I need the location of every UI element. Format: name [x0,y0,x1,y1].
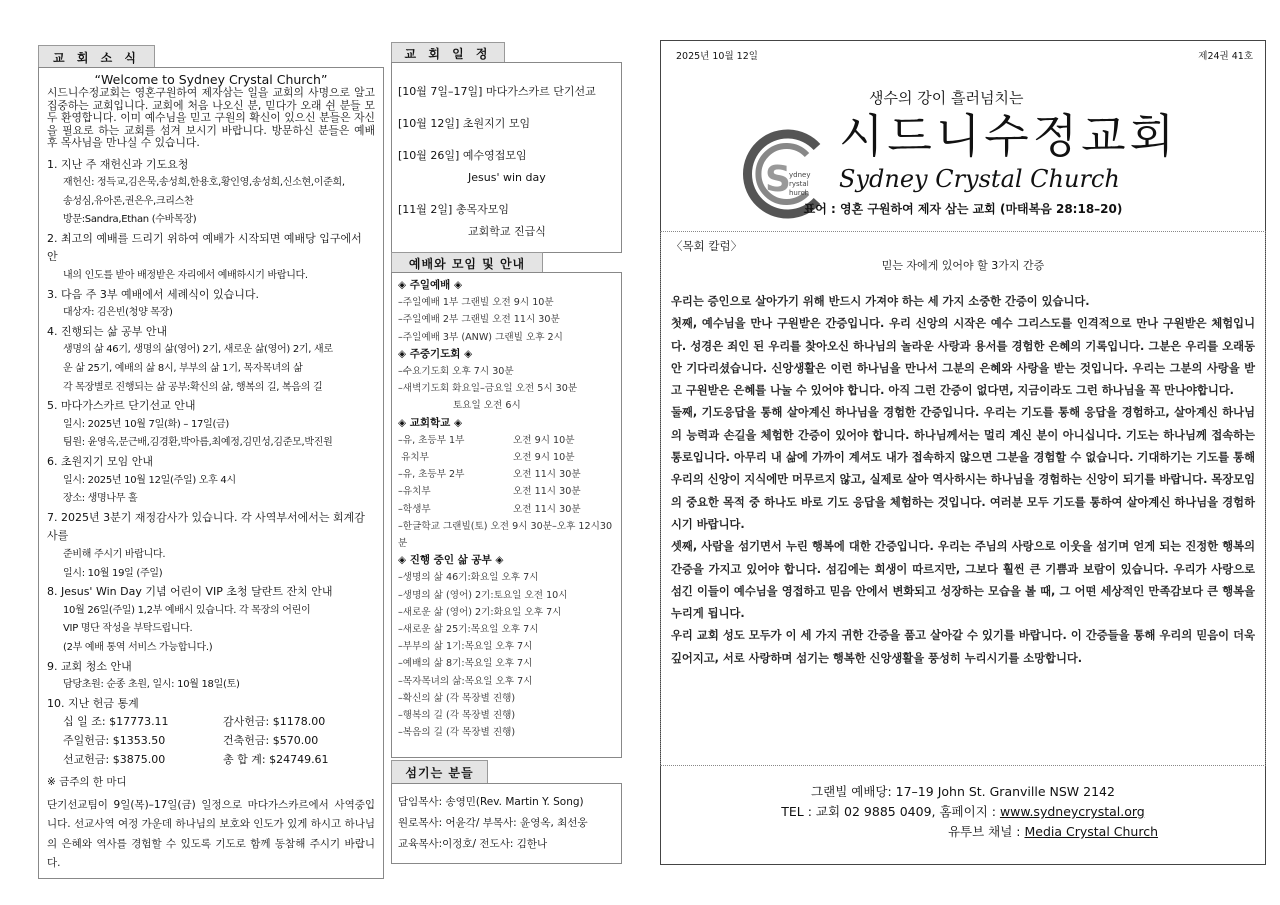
service-row [398,707,615,724]
service-name: –확신의 삶 (각 목장별 진행) [398,692,516,704]
service-time: 오전 11시 30분 [513,469,581,481]
service-name: –주일예배 1부 그랜빌 오전 9시 10분 [398,297,554,309]
news-item-line: 팀원: 윤영옥,문근배,김경환,박아름,최예정,김민성,김준모,박진원 [63,437,333,449]
service-row [398,363,615,380]
service-name: –주일예배 2부 그랜빌 오전 11시 30분 [398,314,560,326]
service-row [398,483,615,500]
column-paragraph: 첫째, 예수님을 만나 구원받은 간증입니다. 우리 신앙의 시작은 예수 그리스도를 인격적으로 만나 구원받은 체험입니다. 성경은 죄인 된 우리를 찾아오신 하나님의 놀라운 사랑과 용서를 경험한 은혜의 기록입니다. 그분은 우리를 오래동안 기다리셨습니다. 신앙생활은 이런 하나님을 만나서 그분의 은혜와 사랑을 받는 것입니다. 우리는 그분의 사랑을 받고 구원받은 은혜를 나눌 수 있어야 합니다. 아직 그런 간증이 없다면, 지금이라도 그런 하나님을 꼭 만나야합니다. [671,317,1255,398]
event-title: [10월 26일] 예수영접모임 [398,149,527,162]
service-name: –주일예배 3부 (ANW) 그랜빌 오후 2시 [398,331,563,343]
service-name: –목자목녀의 삶:목요일 오후 7시 [398,675,533,687]
service-row [398,673,615,690]
website-link[interactable]: www.sydneycrystal.org [999,804,1145,819]
svg-text:S: S [765,159,791,200]
service-name: –복음의 길 (각 목장별 진행) [398,727,516,739]
news-item-title: 1. 지난 주 재헌신과 기도요청 [47,157,189,171]
news-item-title: 3. 다음 주 3부 예배에서 세례식이 있습니다. [47,287,259,301]
svg-text:rystal: rystal [789,180,809,188]
offering-value: 십 일 조: $17773.11 [63,715,169,729]
news-item-line: 준비해 주시기 바랍니다. [63,548,166,560]
service-name: –유, 초등부 2부 [398,469,465,481]
staff-tab: 섬기는 분들 [391,760,488,784]
news-item-line: VIP 명단 작성을 부탁드립니다. [63,623,193,635]
offering-value: 주일헌금: $1353.50 [63,733,166,747]
services-panel [391,272,622,758]
slogan: 생수의 강이 흘러넘치는 [869,89,1024,107]
service-row [398,724,615,741]
service-row [398,569,615,586]
column-body [671,291,1255,670]
service-name: –생명의 삶 (영어) 2기:토요일 오전 10시 [398,589,568,601]
event-title: [10월 7일–17일] 마다가스카르 단기선교 [398,85,596,98]
service-name: 토요일 오전 6시 [398,400,521,412]
service-name: –유치부 [398,486,431,498]
service-row [398,655,615,672]
service-row [398,587,615,604]
address: 그랜빌 예배당: 17–19 John St. Granville NSW 2142 [811,784,1115,799]
column-label: 〈목회 칼럼〉 [671,239,743,253]
staff-panel [391,783,622,864]
church-schedule-panel [391,62,622,253]
service-name: –행복의 길 (각 목장별 진행) [398,710,516,722]
offering-value: 총 합 계: $24749.61 [223,752,329,766]
news-tab: 교 회 소 식 [38,45,155,68]
service-row [398,294,615,311]
bulletin-cover [660,40,1266,865]
section-heading: ◈ 진행 중인 삶 공부 ◈ [398,554,504,567]
service-row [398,604,615,621]
service-time: 오전 9시 10분 [513,452,575,464]
service-name: –유, 초등부 1부 [398,434,465,446]
news-item-line: 각 목장별로 진행되는 삶 공부:확신의 삶, 행복의 길, 복음의 길 [63,381,323,393]
service-row [398,501,615,518]
service-row [398,638,615,655]
news-item-line: (2부 예배 통역 서비스 가능합니다.) [63,641,213,653]
service-row [398,380,615,397]
services-tab: 예배와 모임 및 안내 [391,252,543,273]
schedule-tab: 교 회 일 정 [391,42,505,63]
service-name: –부부의 삶 1기:목요일 오후 7시 [398,641,533,653]
news-item-title: 7. 2025년 3분기 재정감사가 있습니다. 각 사역부서에서는 회계감사를 [47,510,365,543]
column-paragraph: 우리 교회 성도 모두가 이 세 가지 귀한 간증을 품고 살아갈 수 있기를 바랍니다. 이 간증들을 통해 우리의 믿음이 더욱 깊어지고, 서로 사랑하며 섬기는 행복한 신앙생활을 풍성히 누리시기를 소망합니다. [671,629,1255,665]
service-row [398,518,615,552]
church-name-korean: 시드니수정교회 [839,109,1179,163]
service-name: –새로운 삶 (영어) 2기:화요일 오후 7시 [398,606,562,618]
event-title: [11월 2일] 총목자모임 [398,203,509,216]
service-row [398,329,615,346]
welcome-title: “Welcome to Sydney Crystal Church” [94,72,328,87]
news-item-line: 재헌신: 정득교,김은묵,송성희,한용호,황인영,송성희,신소현,이준희, [63,177,345,189]
service-row [398,466,615,483]
schedule-event [398,113,615,135]
schedule-event [398,145,615,189]
news-item-line: 방문:Sandra,Ethan (수바목장) [63,214,197,226]
schedule-event [398,199,615,243]
service-time: 오전 11시 30분 [513,486,581,498]
news-item-title: 2. 최고의 예배를 드리기 위하여 예배가 시작되면 예배당 입구에서 안 [47,231,362,264]
tel: TEL : 교회 02 9885 0409, 홈페이지 : [781,804,1000,819]
offering-stats [47,713,375,769]
motto: 표어 : 영혼 구원하여 제자 삼는 교회 (마태복음 28:18–20) [803,202,1123,216]
news-item-line: 운 삶 25기, 예배의 삶 8시, 부부의 삶 1기, 목자목녀의 삶 [63,363,303,375]
service-row [398,690,615,707]
service-name: –수요기도회 오후 7시 30분 [398,366,514,378]
news-item-line: 내의 인도를 받아 배정받은 자리에서 예배하시기 바랍니다. [63,270,308,282]
contact-footer [661,766,1265,856]
svg-text:hurch: hurch [789,189,809,197]
service-name: –학생부 [398,503,431,515]
service-name: –생명의 삶 46기:화요일 오후 7시 [398,572,539,584]
offering-value: 건축헌금: $570.00 [223,733,319,747]
service-time: 오전 11시 30분 [513,503,581,515]
service-row [398,449,615,466]
news-item-line: 일시: 10월 19일 (주일) [63,567,163,579]
church-name-english: Sydney Crystal Church [839,165,1120,193]
news-item-line: 장소: 생명나무 홀 [63,493,138,505]
pastor-column [660,231,1266,766]
column-paragraph: 셋째, 사람을 섬기면서 누린 행복에 대한 간증입니다. 우리는 주님의 사랑으로 이웃을 섬기며 얻게 되는 진정한 행복의 간증을 가지고 있어야 합니다. 섬김에는 희생이 따르지만, 그보다 훨씬 큰 기쁨과 보람이 있습니다. 우리가 사랑으로 섬긴 이들이 예수님을 영접하고 믿음 안에서 변화되고 성장하는 모습을 볼 때, 그 어떤 세상적인 만족감보다 큰 행복을 누리게 됩니다. [671,540,1255,621]
offering-value: 선교헌금: $3875.00 [63,752,166,766]
church-news-panel [38,67,384,879]
bulletin-header [661,41,1265,231]
service-name: –한글학교 그랜빌(토) 오전 9시 30분–오후 12시30분 [398,520,613,550]
staff-line: 원로목사: 어윤각/ 부목사: 윤영옥, 최선웅 [398,817,588,829]
service-name: 유치부 [398,452,429,464]
offering-value: 감사헌금: $1178.00 [223,715,326,729]
event-detail: 교회학교 진급식 [468,225,546,238]
service-time: 오전 9시 10분 [513,434,575,446]
svg-text:ydney: ydney [789,171,811,179]
service-row [398,432,615,449]
note-text: 단기선교팀이 9일(목)–17일(금) 일정으로 마다가스카르에서 사역중입니다. 선교사역 여정 가운데 하나님의 보호와 인도가 있게 하시고 하나님의 은혜와 역사를 경험할 수 있도록 기도로 함께 동참해 주시기 바랍니다. [47,798,375,870]
youtube-label: 유투브 채널 : [947,824,1025,839]
event-title: [10월 12일] 초원지기 모임 [398,117,531,130]
column-paragraph: 둘째, 기도응답을 통해 살아계신 하나님을 경험한 간증입니다. 우리는 기도를 통해 응답을 경험하고, 살아계신 하나님의 능력과 손길을 체험한 간증이 있어야 합니다. 하나님께서는 멀리 계신 분이 아니십니다. 기도는 하나님께 접속하는 통로입니다. 아무리 내 삶에 가까이 계셔도 내가 접속하지 않으면 그분을 경험할 수 없습니다. 기대하기는 기도를 통해 우리의 신앙이 지식에만 머무르지 않고, 실제로 살아 역사하시는 하나님을 경험하는 신앙이 되기를 바랍니다. 목장모임의 중요한 목적 중 하나도 바로 기도 응답을 체험하는 것입니다. 여러분 모두 기도를 통하여 살아계신 하나님을 경험하시기 바랍니다. [671,406,1255,531]
news-item-title: 10. 지난 헌금 통계 [47,696,139,710]
news-item-line: 담당초원: 순종 초원, 일시: 10월 18일(토) [63,679,240,691]
news-item-line: 생명의 삶 46기, 생명의 삶(영어) 2기, 새로운 삶(영어) 2기, 새로 [63,344,333,356]
service-name: –새로운 삶 25기:목요일 오후 7시 [398,624,539,636]
news-item-line: 대상자: 김은빈(청양 목장) [63,307,173,319]
event-detail: Jesus' win day [468,171,546,184]
news-item-title: 5. 마다가스카르 단기선교 안내 [47,399,196,413]
service-row [398,397,615,414]
news-item-line: 일시: 2025년 10월 7일(화) – 17일(금) [63,418,230,430]
news-item-title: 8. Jesus' Win Day 기념 어린이 VIP 초청 달란트 잔치 안내 [47,585,333,599]
bulletin-date: 2025년 10월 12일 [676,51,758,62]
service-row [398,621,615,638]
news-item-title: 9. 교회 청소 안내 [47,659,132,673]
section-heading: ◈ 교회학교 ◈ [398,416,463,429]
service-name: –예배의 삶 8기:목요일 오후 7시 [398,658,533,670]
news-item-line: 일시: 2025년 10월 12일(주일) 오후 4시 [63,474,236,486]
news-item-line: 송성심,유아론,권은우,크리스찬 [63,195,194,207]
staff-line: 담임목사: 송영민(Rev. Martin Y. Song) [398,796,584,808]
news-item-title: 6. 초원지기 모임 안내 [47,455,153,468]
service-row [398,311,615,328]
note-title: ※ 금주의 한 마디 [47,776,127,789]
news-item-line: 10월 26일(주일) 1,2부 예배시 있습니다. 각 목장의 어린이 [63,604,311,616]
news-item-title: 4. 진행되는 삶 공부 안내 [47,324,168,338]
intro-text: 시드니수정교회는 영혼구원하여 제자삼는 일을 교회의 사명으로 알고 집중하는 교회입니다. 교회에 처음 나오신 분, 믿다가 오래 쉰 분들 모두 환영합니다. 이미 예수님을 믿고 구원의 확신이 있으신 분들은 자신을 필요로 하는 교회를 섬겨 보시기 바랍니다. 방문하신 분들은 예배 후 목사님을 만나실 수 있습니다. [47,86,375,149]
column-paragraph: 우리는 증인으로 살아가기 위해 반드시 가져야 하는 세 가지 소중한 간증이 있습니다. [671,295,1090,308]
schedule-event [398,81,615,103]
youtube-link[interactable]: Media Crystal Church [1024,824,1159,839]
column-title: 믿는 자에게 있어야 할 3가지 간증 [881,259,1045,272]
volume-number: 제24권 41호 [1198,51,1253,62]
section-heading: ◈ 주중기도회 ◈ [398,347,473,360]
staff-line: 교육목사:이정호/ 전도사: 김한나 [398,838,548,850]
service-name: –새벽기도회 화요일–금요일 오전 5시 30분 [398,383,578,395]
section-heading: ◈ 주일예배 ◈ [398,279,463,291]
